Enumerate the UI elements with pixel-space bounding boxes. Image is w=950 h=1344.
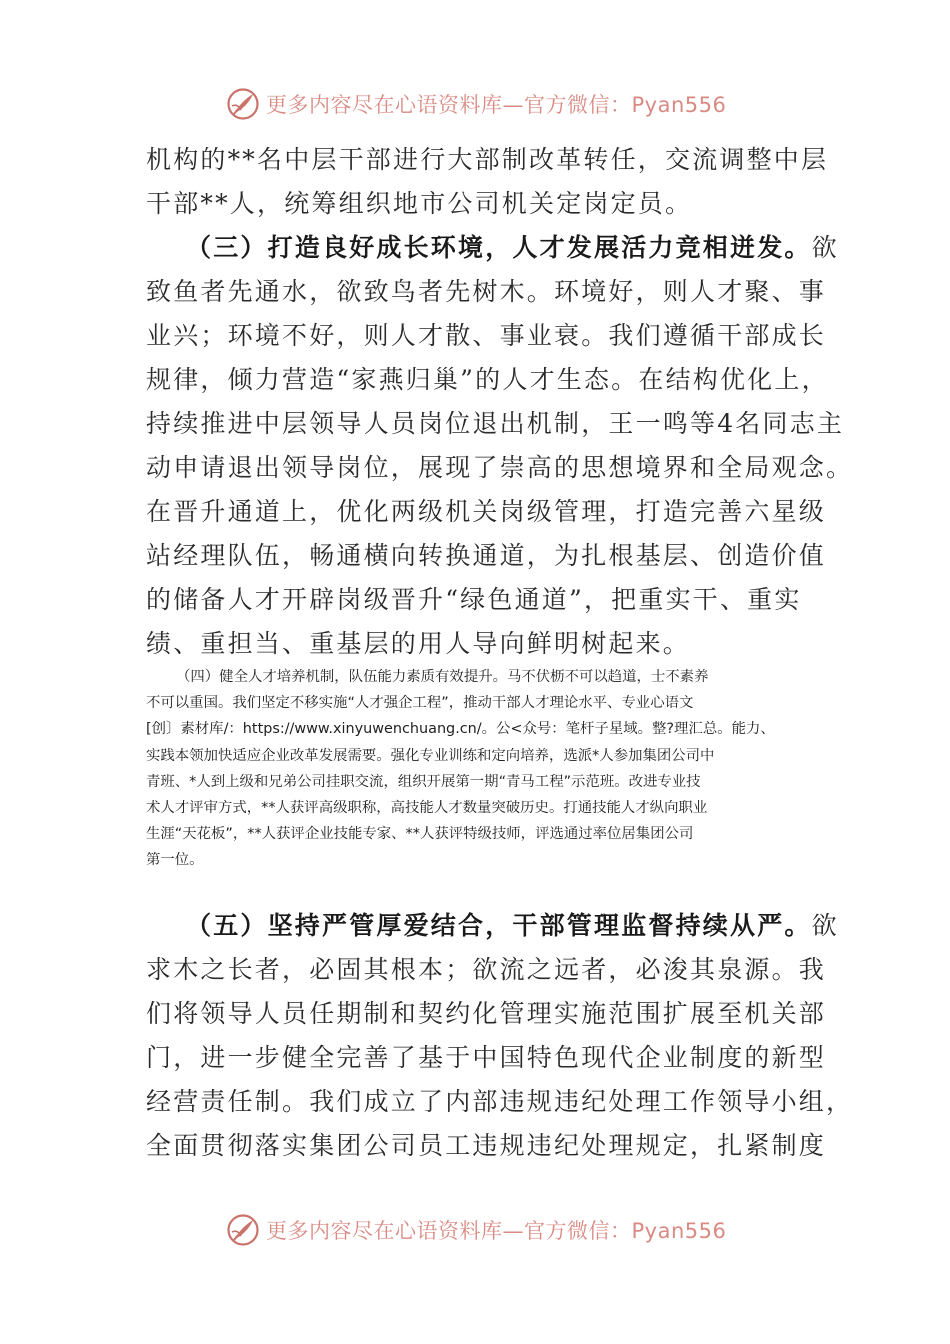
- text-line: 的储备人才开辟岗级晋升“绿色通道”，把重实干、重实: [146, 585, 802, 614]
- text-line: 生涯“天花板”，**人获评企业技能专家、**人获评特级技师，评选通过率位居集团公司: [146, 826, 694, 843]
- section-3-first-line: [146, 226, 839, 270]
- text-line: 经营责任制。我们成立了内部违规违纪处理工作领导小组，: [146, 1087, 854, 1116]
- text-fragment: 欲: [811, 911, 839, 940]
- text-line: 致鱼者先通水，欲致鸟者先树木。环境好，则人才聚、事: [146, 277, 827, 306]
- section-4-paragraph: [146, 664, 816, 874]
- header-banner[interactable]: [226, 86, 746, 122]
- section-3-heading: （三）打造良好成长环境，人才发展活力竞相迸发。: [186, 233, 812, 262]
- text-line: 们将领导人员任期制和契约化管理实施范围扩展至机关部: [146, 999, 827, 1028]
- banner-text: 更多内容尽在心语资料库—官方微信：Pyan556: [266, 93, 727, 117]
- text-line: 实践本领加快适应企业改革发展需要。强化专业训练和定向培养，选派*人参加集团公司中: [146, 747, 715, 764]
- section-end-paragraph: [146, 138, 829, 226]
- text-line: 在晋升通道上，优化两级机关岗级管理，打造完善六星级: [146, 497, 827, 526]
- section-5-first-line: [146, 904, 839, 948]
- text-line: 求木之长者，必固其根本；欲流之远者，必浚其泉源。我: [146, 955, 827, 984]
- footer-banner[interactable]: [226, 1212, 746, 1248]
- section-5-heading: （五）坚持严管厚爱结合，干部管理监督持续从严。: [186, 911, 812, 940]
- text-line: 规律，倾力营造“家燕归巢”的人才生态。在结构优化上，: [146, 365, 829, 394]
- text-line: 第一位。: [146, 852, 204, 869]
- text-line: （四）健全人才培养机制，队伍能力素质有效提升。马不伏枥不可以趋道，士不素养: [176, 669, 709, 685]
- text-line: 持续推进中层领导人员岗位退出机制，王一鸣等4名同志主: [146, 409, 845, 438]
- text-line: 机构的**名中层干部进行大部制改革转任，交流调整中层: [146, 145, 829, 174]
- text-line: 干部**人，统筹组织地市公司机关定岗定员。: [146, 189, 693, 218]
- text-line: 术人才评审方式，**人获评高级职称，高技能人才数量突破历史。打通技能人才纵向职业: [146, 799, 708, 816]
- section-5-paragraph: [146, 904, 854, 1168]
- text-line: 业兴；环境不好，则人才散、事业衰。我们遵循干部成长: [146, 321, 827, 350]
- section-3-paragraph: [146, 226, 854, 666]
- text-line: 不可以重国。我们坚定不移实施“人才强企工程”，推动干部人才理论水平、专业心语文: [146, 695, 694, 712]
- text-line: 青班、*人到上级和兄弟公司挂职交流，组织开展第一期“青马工程”示范班。改进专业技: [146, 773, 701, 790]
- text-line: 站经理队伍，畅通横向转换通道，为扎根基层、创造价值: [146, 541, 827, 570]
- quill-pen-logo-icon: [226, 1213, 260, 1247]
- text-line: 绩、重担当、重基层的用人导向鲜明树起来。: [146, 629, 691, 658]
- quill-pen-logo-icon: [226, 87, 260, 121]
- text-line: 门，进一步健全完善了基于中国特色现代企业制度的新型: [146, 1043, 827, 1072]
- text-line: 全面贯彻落实集团公司员工违规违纪处理规定，扎紧制度: [146, 1131, 827, 1160]
- text-line: 动申请退出领导岗位，展现了崇高的思想境界和全局观念。: [146, 453, 854, 482]
- banner-text: 更多内容尽在心语资料库—官方微信：Pyan556: [266, 1219, 727, 1243]
- text-fragment: 欲: [811, 233, 839, 262]
- text-line: [创〕素材库/：https://www.xinyuwenchuang.cn/。公<众号：笔杆子星域。整?理汇总。能力、: [146, 721, 775, 738]
